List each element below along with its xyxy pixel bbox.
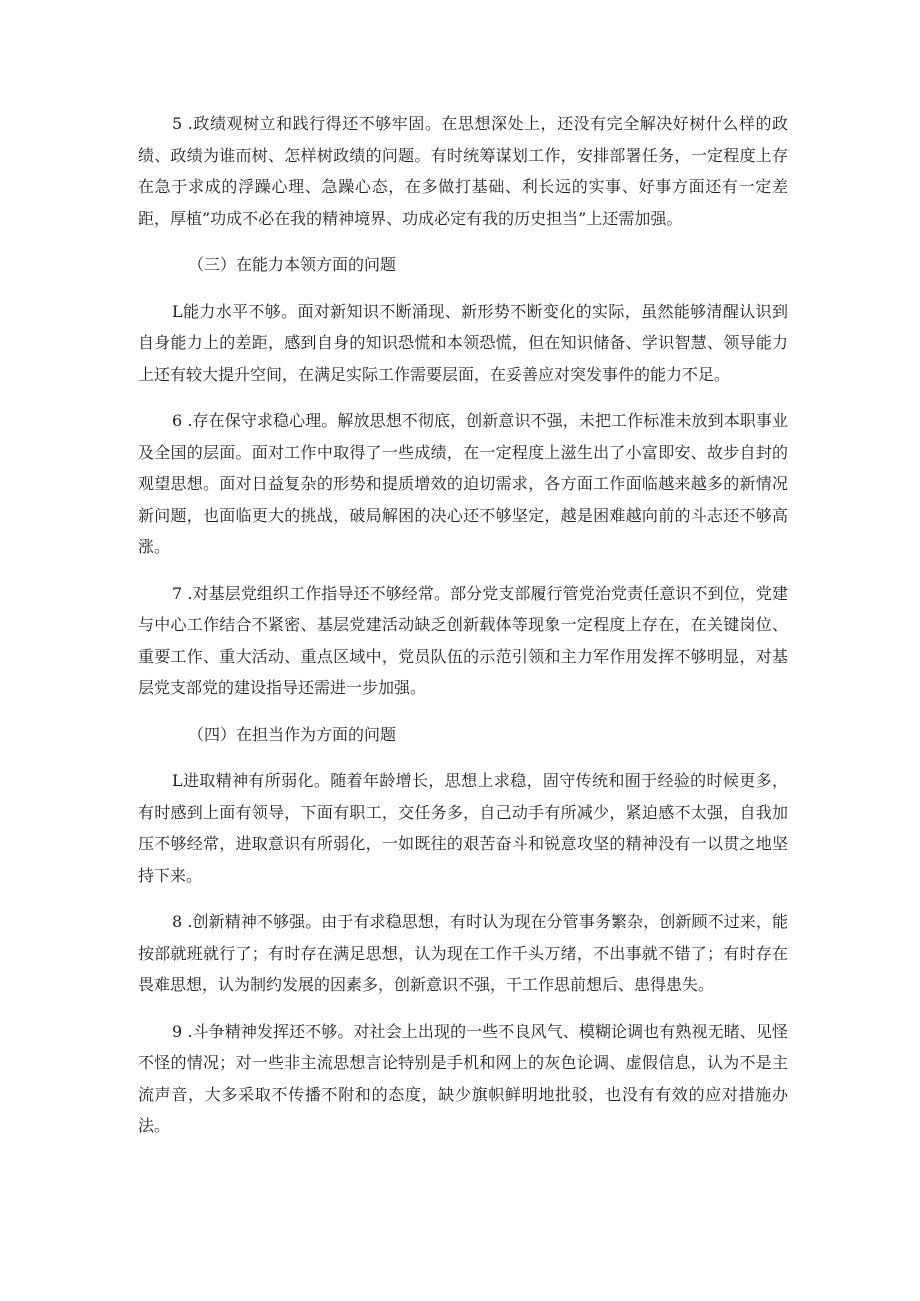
paragraph-item-7-grassroots-guidance: 7 .对基层党组织工作指导还不够经常。部分党支部履行管党治党责任意识不到位，党建与中心工作结合不紧密、基层党建活动缺乏创新载体等现象一定程度上存在，在关键岗位、重要工作、重大活动、重点区域中，党员队伍的示范引领和主力军作用发挥不够明显，对基层党支部党的建设指导还需进一步加强。 xyxy=(138,583,788,697)
paragraph-item-enterprising-spirit: L进取精神有所弱化。随着年龄增长，思想上求稳，固守传统和囿于经验的时候更多，有时感到上面有领导，下面有职工，交任务多，自己动手有所减少，紧迫感不太强，自我加压不够经常，进取意识有所弱化，一如既往的艰苦奋斗和锐意攻坚的精神没有一以贯之地坚持下来。 xyxy=(138,771,788,885)
paragraph-item-5-political-achievement: 5 .政绩观树立和践行得还不够牢固。在思想深处上，还没有完全解决好树什么样的政绩、政绩为谁而树、怎样树政绩的问题。有时统筹谋划工作，安排部署任务，一定程度上存在急于求成的浮躁心理、急躁心态，在多做打基础、利长远的实事、好事方面还有一定差距，厚植”功成不必在我的精神境界、功成必定有我的历史担当”上还需加强。 xyxy=(138,114,788,228)
paragraph-item-ability-level: L能力水平不够。面对新知识不断涌现、新形势不断变化的实际，虽然能够清醒认识到自身能力上的差距，感到自身的知识恐慌和本领恐慌，但在知识储备、学识智慧、领导能力上还有较大提升空间，在满足实际工作需要层面，在妥善应对突发事件的能力不足。 xyxy=(138,301,788,384)
document-body xyxy=(138,108,788,1157)
section-heading-responsibility: （四）在担当作为方面的问题 xyxy=(188,724,397,744)
section-heading-ability: （三）在能力本领方面的问题 xyxy=(188,255,397,274)
paragraph-item-8-innovation: 8 .创新精神不够强。由于有求稳思想，有时认为现在分管事务繁杂，创新顾不过来，能按部就班就行了；有时存在满足思想，认为现在工作千头万绪，不出事就不错了；有时存在畏难思想，认为制约发展的因素多，创新意识不强，干工作思前想后、患得患失。 xyxy=(138,912,788,994)
paragraph-item-6-conservative: 6 .存在保守求稳心理。解放思想不彻底，创新意识不强，未把工作标准未放到本职事业及全国的层面。面对工作中取得了一些成绩，在一定程度上滋生出了小富即安、故步自封的观望思想。面对日益复杂的形势和提质增效的迫切需求，各方面工作面临越来越多的新情况新问题，也面临更大的挑战，破局解困的决心还不够坚定，越是困难越向前的斗志还不够高涨。 xyxy=(138,411,788,556)
paragraph-item-9-struggle-spirit: 9 .斗争精神发挥还不够。对社会上出现的一些不良风气、模糊论调也有熟视无睹、见怪不怪的情况；对一些非主流思想言论特别是手机和网上的灰色论调、虚假信息，认为不是主流声音，大多采取不传播不附和的态度，缺少旗帜鲜明地批驳，也没有有效的应对措施办法。 xyxy=(138,1021,788,1135)
